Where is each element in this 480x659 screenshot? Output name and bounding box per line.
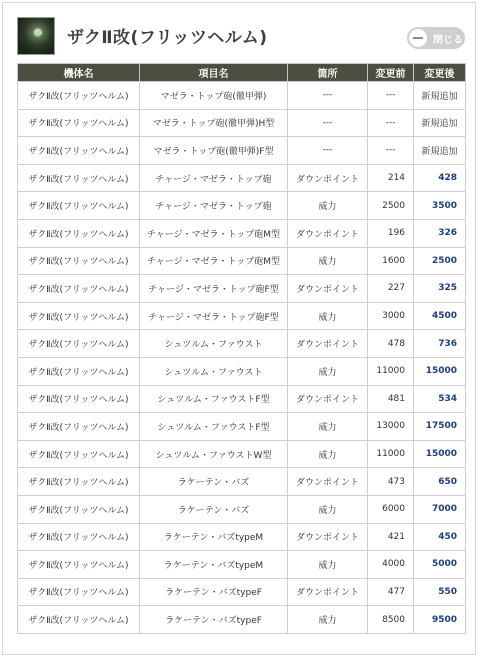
cell-after: 428 [414,164,466,192]
column-header-unit: 機体名 [18,64,140,82]
cell-before: 6000 [368,495,414,523]
cell-before: --- [368,109,414,137]
column-header-part: 箇所 [288,64,368,82]
table-row [18,137,466,165]
table-row [18,357,466,385]
minus-icon [409,29,427,47]
column-header-before: 変更前 [368,64,414,82]
cell-before: 8500 [368,606,414,634]
cell-unit-name: ザクⅡ改(フリッツヘルム) [18,606,140,634]
cell-after: 325 [414,275,466,303]
cell-unit-name: ザクⅡ改(フリッツヘルム) [18,330,140,358]
cell-item-name: シュツルム・ファウストF型 [140,413,288,441]
cell-after: 17500 [414,413,466,441]
cell-part: --- [288,109,368,137]
table-header-row [18,64,466,82]
cell-before: --- [368,137,414,165]
cell-after: 新規追加 [414,109,466,137]
cell-after: 326 [414,219,466,247]
cell-item-name: シュツルム・ファウストW型 [140,440,288,468]
cell-before: 227 [368,275,414,303]
cell-before: 478 [368,330,414,358]
cell-unit-name: ザクⅡ改(フリッツヘルム) [18,523,140,551]
cell-unit-name: ザクⅡ改(フリッツヘルム) [18,275,140,303]
cell-unit-name: ザクⅡ改(フリッツヘルム) [18,551,140,579]
close-button[interactable] [407,27,465,49]
cell-before: 481 [368,385,414,413]
cell-item-name: チャージ・マゼラ・トップ砲F型 [140,302,288,330]
table-row [18,275,466,303]
panel-header [3,3,475,61]
cell-part: 威力 [288,551,368,579]
cell-after: 5000 [414,551,466,579]
cell-part: ダウンポイント [288,219,368,247]
column-header-after: 変更後 [414,64,466,82]
cell-before: 196 [368,219,414,247]
cell-part: ダウンポイント [288,578,368,606]
cell-part: ダウンポイント [288,523,368,551]
cell-before: 473 [368,468,414,496]
cell-part: ダウンポイント [288,275,368,303]
cell-after: 534 [414,385,466,413]
cell-part: --- [288,82,368,110]
table-row [18,523,466,551]
cell-before: 4000 [368,551,414,579]
page-title: ザクⅡ改(フリッツヘルム) [67,28,268,48]
cell-before: 1600 [368,247,414,275]
cell-unit-name: ザクⅡ改(フリッツヘルム) [18,247,140,275]
table-row [18,578,466,606]
change-log-panel [2,2,476,655]
cell-unit-name: ザクⅡ改(フリッツヘルム) [18,385,140,413]
cell-part: 威力 [288,606,368,634]
cell-part: ダウンポイント [288,330,368,358]
cell-unit-name: ザクⅡ改(フリッツヘルム) [18,440,140,468]
cell-after: 450 [414,523,466,551]
cell-part: 威力 [288,247,368,275]
cell-before: 477 [368,578,414,606]
cell-part: ダウンポイント [288,468,368,496]
table-row [18,247,466,275]
cell-after: 650 [414,468,466,496]
cell-after: 15000 [414,357,466,385]
cell-unit-name: ザクⅡ改(フリッツヘルム) [18,109,140,137]
cell-part: 威力 [288,440,368,468]
close-button-label: 閉じる [433,35,463,46]
cell-part: ダウンポイント [288,385,368,413]
cell-unit-name: ザクⅡ改(フリッツヘルム) [18,578,140,606]
change-table [17,63,466,634]
cell-item-name: ラケーテン・バズtypeM [140,551,288,579]
cell-item-name: チャージ・マゼラ・トップ砲M型 [140,247,288,275]
cell-unit-name: ザクⅡ改(フリッツヘルム) [18,302,140,330]
table-row [18,330,466,358]
cell-unit-name: ザクⅡ改(フリッツヘルム) [18,495,140,523]
cell-before: 214 [368,164,414,192]
cell-item-name: マゼラ・トップ砲(徹甲弾)H型 [140,109,288,137]
cell-item-name: マゼラ・トップ砲(徹甲弾) [140,82,288,110]
cell-item-name: チャージ・マゼラ・トップ砲M型 [140,219,288,247]
table-row [18,302,466,330]
cell-unit-name: ザクⅡ改(フリッツヘルム) [18,468,140,496]
cell-after: 4500 [414,302,466,330]
cell-after: 15000 [414,440,466,468]
cell-after: 3500 [414,192,466,220]
table-row [18,440,466,468]
cell-unit-name: ザクⅡ改(フリッツヘルム) [18,357,140,385]
table-row [18,164,466,192]
cell-unit-name: ザクⅡ改(フリッツヘルム) [18,413,140,441]
unit-thumbnail [17,17,55,55]
table-row [18,109,466,137]
cell-part: ダウンポイント [288,164,368,192]
table-row [18,495,466,523]
table-row [18,385,466,413]
cell-before: 11000 [368,440,414,468]
cell-unit-name: ザクⅡ改(フリッツヘルム) [18,82,140,110]
column-header-item: 項目名 [140,64,288,82]
cell-unit-name: ザクⅡ改(フリッツヘルム) [18,192,140,220]
cell-item-name: ラケーテン・バズtypeF [140,578,288,606]
cell-unit-name: ザクⅡ改(フリッツヘルム) [18,164,140,192]
cell-item-name: ラケーテン・バズ [140,495,288,523]
cell-part: 威力 [288,413,368,441]
cell-before: 421 [368,523,414,551]
table-row [18,606,466,634]
cell-after: 新規追加 [414,82,466,110]
cell-item-name: マゼラ・トップ砲(徹甲弾)F型 [140,137,288,165]
table-row [18,192,466,220]
cell-after: 2500 [414,247,466,275]
cell-before: 3000 [368,302,414,330]
cell-unit-name: ザクⅡ改(フリッツヘルム) [18,219,140,247]
cell-item-name: ラケーテン・バズtypeM [140,523,288,551]
cell-after: 9500 [414,606,466,634]
table-row [18,551,466,579]
cell-after: 新規追加 [414,137,466,165]
mono-eye-icon [36,31,42,35]
cell-before: --- [368,82,414,110]
cell-after: 736 [414,330,466,358]
table-row [18,82,466,110]
cell-after: 550 [414,578,466,606]
cell-item-name: ラケーテン・バズtypeF [140,606,288,634]
cell-part: 威力 [288,302,368,330]
cell-part: 威力 [288,192,368,220]
cell-item-name: シュツルム・ファウスト [140,330,288,358]
cell-item-name: チャージ・マゼラ・トップ砲 [140,192,288,220]
cell-part: 威力 [288,357,368,385]
cell-before: 11000 [368,357,414,385]
cell-item-name: シュツルム・ファウストF型 [140,385,288,413]
cell-part: 威力 [288,495,368,523]
table-row [18,468,466,496]
cell-before: 2500 [368,192,414,220]
cell-item-name: チャージ・マゼラ・トップ砲F型 [140,275,288,303]
cell-item-name: ラケーテン・バズ [140,468,288,496]
cell-after: 7000 [414,495,466,523]
cell-item-name: チャージ・マゼラ・トップ砲 [140,164,288,192]
cell-item-name: シュツルム・ファウスト [140,357,288,385]
table-row [18,219,466,247]
cell-part: --- [288,137,368,165]
cell-before: 13000 [368,413,414,441]
cell-unit-name: ザクⅡ改(フリッツヘルム) [18,137,140,165]
table-row [18,413,466,441]
